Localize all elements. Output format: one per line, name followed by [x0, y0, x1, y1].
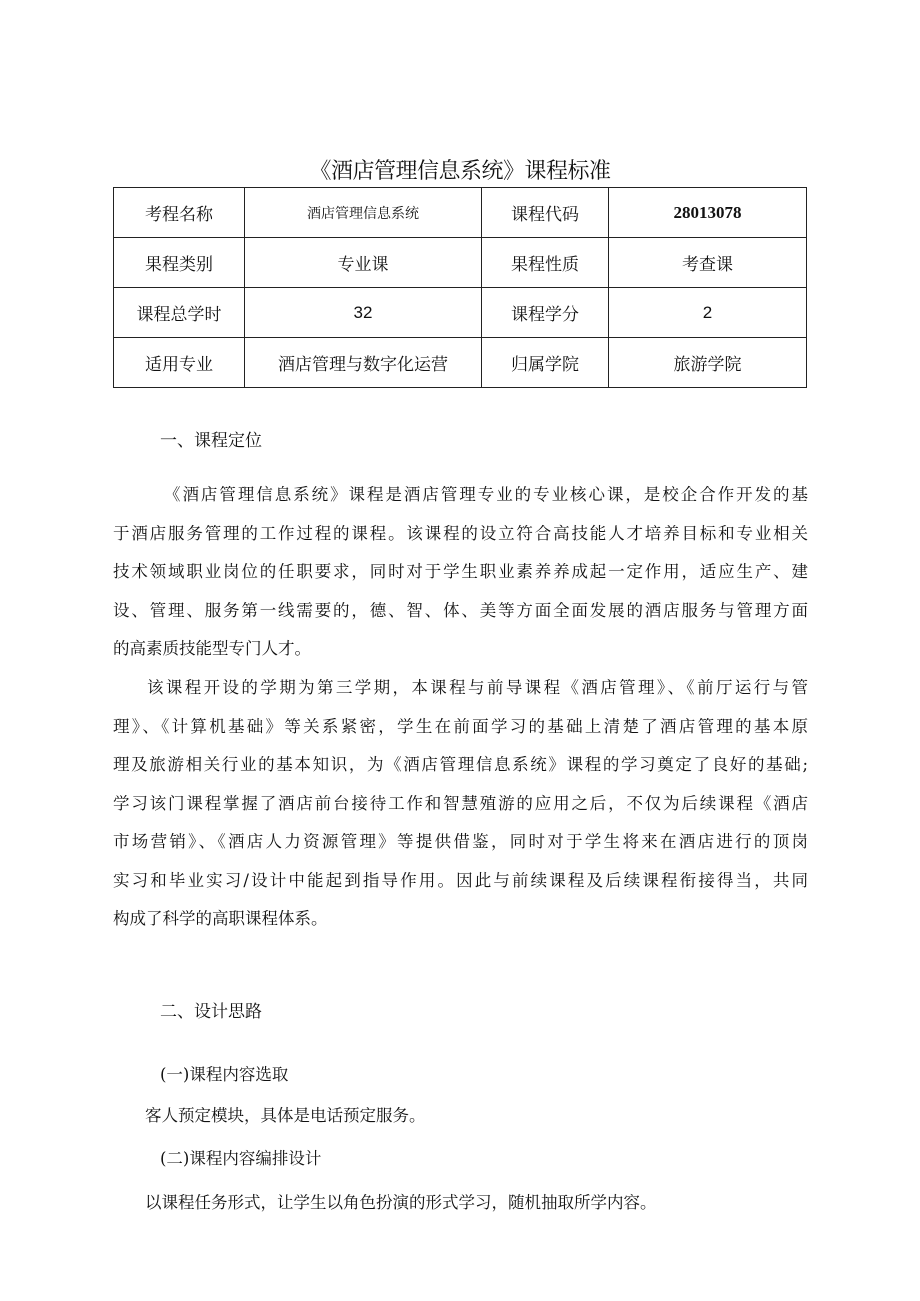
paragraph-line: 实习和毕业实习/设计中能起到指导作用。因此与前续课程及后续课程衔接得当，共同 [113, 870, 808, 890]
subsection-heading: (二)课程内容编排设计 [160, 1149, 322, 1168]
section-heading: 二、设计思路 [160, 1002, 262, 1022]
paragraph-line: 构成了科学的高职课程体系。 [113, 909, 328, 928]
paragraph-line: 设、管理、服务第一线需要的，德、智、体、美等方面全面发展的酒店服务与管理方面 [113, 600, 808, 620]
table-label-cell: 归属学院 [482, 338, 609, 388]
section-heading: 一、课程定位 [160, 431, 262, 451]
document-title: 《酒店管理信息系统》课程标准 [309, 159, 611, 184]
table-row [114, 288, 807, 338]
table-label-cell: 考程名称 [114, 188, 245, 238]
table-row [114, 188, 807, 238]
table-label-cell: 果程性质 [482, 238, 609, 288]
paragraph-line: 理》、《计算机基础》等关系紧密，学生在前面学习的基础上清楚了酒店管理的基本原 [113, 716, 808, 736]
paragraph-line: 学习该门课程掌握了酒店前台接待工作和智慧殖游的应用之后，不仅为后续课程《酒店 [113, 793, 808, 813]
table-row [114, 238, 807, 288]
table-label-cell: 果程类别 [114, 238, 245, 288]
body-text: 以课程任务形式，让学生以角色扮演的形式学习，随机抽取所学内容。 [145, 1193, 657, 1212]
table-label-cell: 课程总学时 [114, 288, 245, 338]
paragraph-line: 的高素质技能型专门人才。 [113, 639, 311, 658]
table-value-cell: 28013078 [609, 188, 807, 238]
paragraph-line: 该课程开设的学期为第三学期，本课程与前导课程《酒店管理》、《前厅运行与管 [147, 678, 808, 697]
table-label-cell: 课程代码 [482, 188, 609, 238]
table-row [114, 338, 807, 388]
paragraph [113, 669, 808, 939]
paragraph-line: 理及旅游相关行业的基本知识，为《酒店管理信息系统》课程的学习奠定了良好的基础; [113, 755, 808, 774]
subsection-heading: (一)课程内容选取 [160, 1065, 289, 1084]
body-text: 客人预定模块，具体是电话预定服务。 [145, 1106, 426, 1125]
paragraph-line: 技术领域职业岗位的任职要求，同时对于学生职业素养养成起一定作用，适应生产、建 [113, 562, 808, 581]
table-value-cell: 考查课 [609, 238, 807, 288]
course-info-table [113, 187, 807, 388]
paragraph [113, 476, 808, 669]
table-value-cell: 旅游学院 [609, 338, 807, 388]
table-value-cell: 32 [245, 288, 482, 338]
paragraph-line: 于酒店服务管理的工作过程的课程。该课程的设立符合高技能人才培养目标和专业相关 [113, 523, 808, 543]
paragraph-line: 《酒店管理信息系统》课程是酒店管理专业的专业核心课，是校企合作开发的基 [164, 485, 808, 504]
table-label-cell: 适用专业 [114, 338, 245, 388]
table-value-cell: 2 [609, 288, 807, 338]
table-value-cell: 专业课 [245, 238, 482, 288]
paragraph-line: 市场营销》、《酒店人力资源管理》等提供借鉴，同时对于学生将来在酒店进行的顶岗 [113, 832, 808, 851]
table-value-cell: 酒店管理信息系统 [245, 188, 482, 238]
table-label-cell: 课程学分 [482, 288, 609, 338]
table-value-cell: 酒店管理与数字化运营 [245, 338, 482, 388]
